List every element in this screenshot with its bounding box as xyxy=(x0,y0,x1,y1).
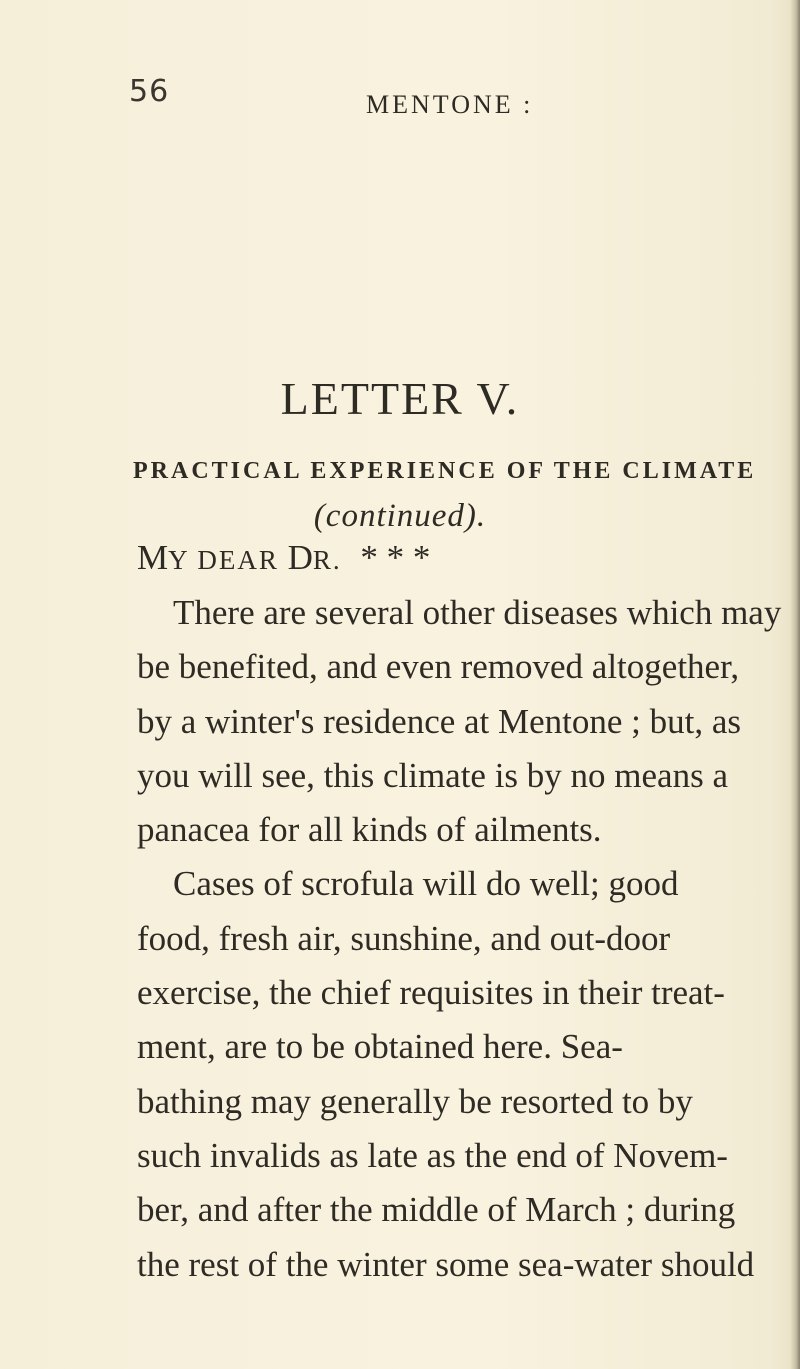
salutation-dr-small-caps: R. xyxy=(312,545,342,575)
letter-subtitle: PRACTICAL EXPERIENCE OF THE CLIMATE xyxy=(133,458,757,484)
text-line: Cases of scrofula will do well; good xyxy=(173,864,679,904)
salutation xyxy=(137,538,430,578)
salutation-dr-initial: D xyxy=(287,538,313,577)
letter-title: LETTER V. xyxy=(280,373,520,424)
continued-note: (continued). xyxy=(313,498,487,534)
running-head: MENTONE : xyxy=(366,90,534,119)
salutation-initial: M xyxy=(137,538,169,577)
page-number: 56 xyxy=(129,74,170,109)
page-edge-shadow xyxy=(790,0,800,1369)
text-line: There are several other diseases which may xyxy=(173,593,782,632)
salutation-asterisks: * * * xyxy=(360,538,431,577)
book-page: 56 MENTONE : LETTER V. PRACTICAL EXPERIENCE OF THE CLIMATE (continued). MY DEAR DR. * * * There are several other diseases which may be benefited, and even removed altogether, by a winter's residence at Mentone ; but, as you will see, this climate is by no means a panacea for all kinds of ailments. Cases of scrofula will do well; good food, fresh air, sunshine, and out-door exercise, the chief requisites in their treat- ment, are to be obtained here. Sea- bathing may generally be resorted to by such invalids as late as the end of Novem- ber, and after the middle of March ; during the rest of the winter some sea-water should xyxy=(0,0,800,1369)
salutation-small-caps: Y DEAR xyxy=(168,545,279,575)
